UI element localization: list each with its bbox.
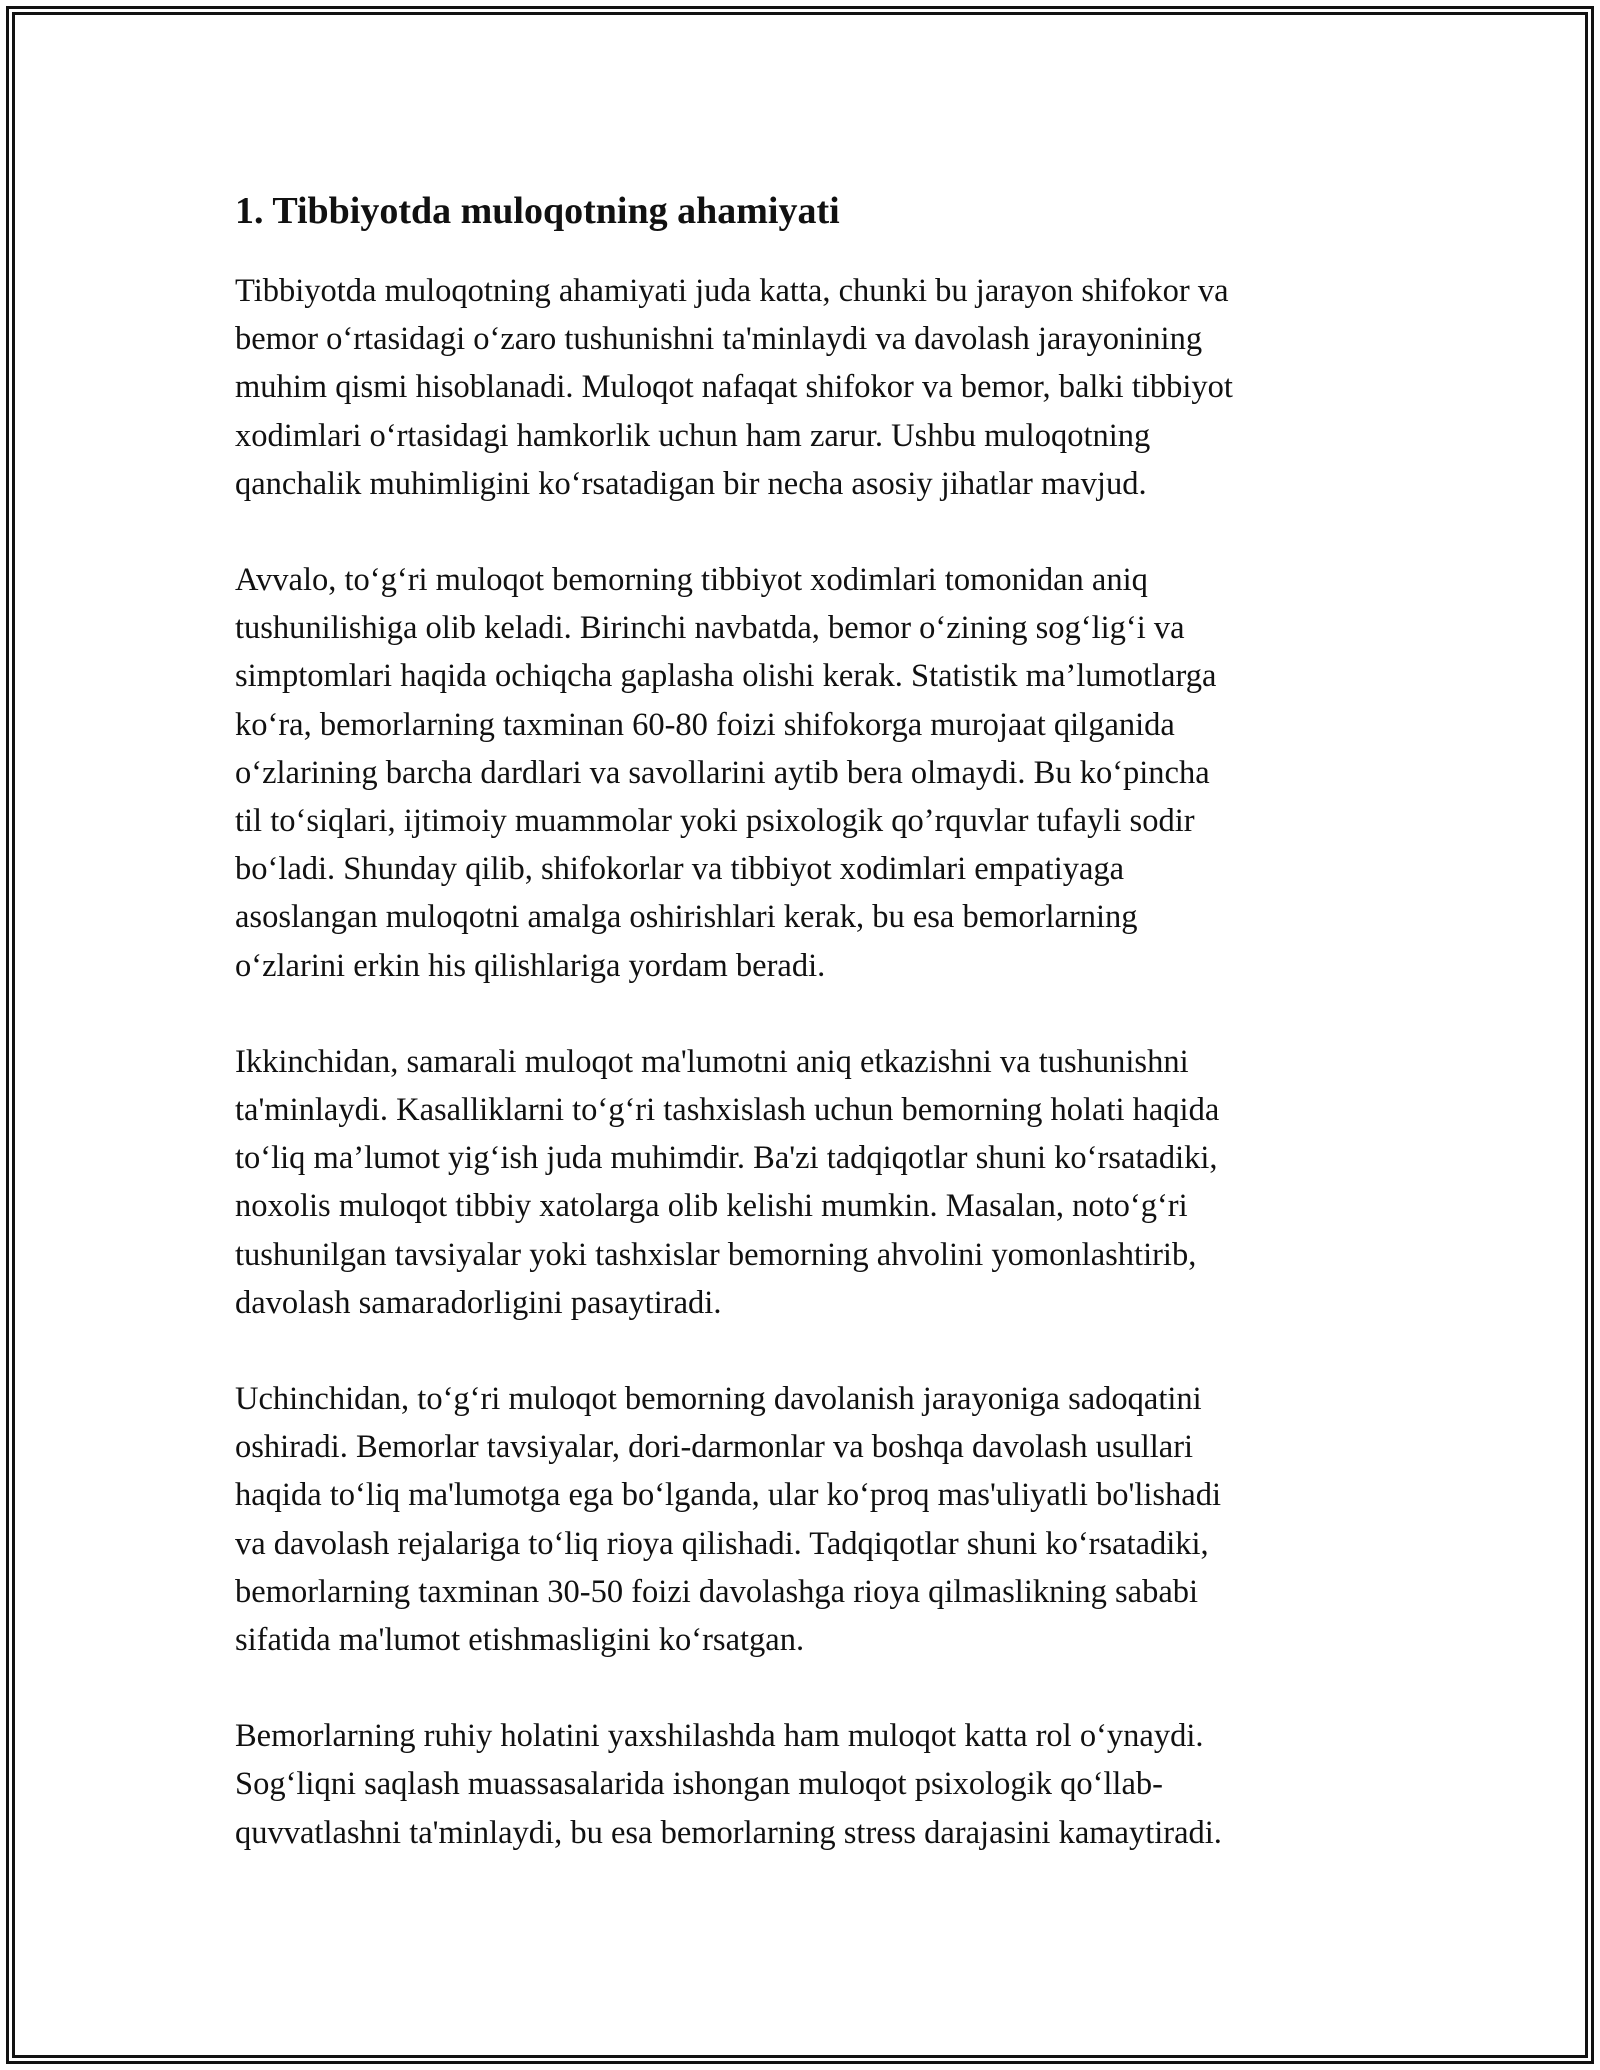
text-line: tushunilgan tavsiyalar yoki tashxislar bemorning ahvolini yomonlashtirib, — [235, 1236, 1197, 1273]
text-line: Ikkinchidan, samarali muloqot ma'lumotni aniq etkazishni va tushunishni — [235, 1043, 1189, 1080]
text-line: ta'minlaydi. Kasalliklarni to‘g‘ri tashxislash uchun bemorning holati haqida — [235, 1092, 1220, 1129]
text-line: til to‘siqlari, ijtimoiy muammolar yoki psixologik qo’rquvlar tufayli sodir — [235, 803, 1195, 840]
paragraph-5 — [235, 1712, 1385, 1857]
text-line: quvvatlashni ta'minlaydi, bu esa bemorlarning stress darajasini kamaytiradi. — [235, 1814, 1222, 1851]
paragraph-4 — [235, 1375, 1385, 1664]
text-line: asoslangan muloqotni amalga oshirishlari kerak, bu esa bemorlarning — [235, 899, 1138, 936]
text-line: davolash samaradorligini pasaytiradi. — [235, 1284, 722, 1321]
text-line: o‘zlarining barcha dardlari va savollarini aytib bera olmaydi. Bu ko‘pincha — [235, 754, 1210, 791]
document-body — [235, 185, 1385, 1905]
text-line: haqida to‘liq ma'lumotga ega bo‘lganda, ular ko‘proq mas'uliyatli bo'lishadi — [235, 1477, 1222, 1514]
text-line: bemorlarning taxminan 30-50 foizi davolashga rioya qilmaslikning sababi — [235, 1573, 1199, 1610]
text-line: sifatida ma'lumot etishmasligini ko‘rsatgan. — [235, 1622, 805, 1659]
text-line: qanchalik muhimligini ko‘rsatadigan bir necha asosiy jihatlar mavjud. — [235, 465, 1147, 502]
text-line: Tibbiyotda muloqotning ahamiyati juda katta, chunki bu jarayon shifokor va — [235, 273, 1229, 309]
paragraph-2 — [235, 556, 1385, 990]
text-line: o‘zlarini erkin his qilishlariga yordam beradi. — [235, 947, 826, 984]
text-line: Uchinchidan, to‘g‘ri muloqot bemorning davolanish jarayoniga sadoqatini — [235, 1381, 1202, 1418]
text-line: noxolis muloqot tibbiy xatolarga olib kelishi mumkin. Masalan, noto‘g‘ri — [235, 1188, 1188, 1225]
text-line: va davolash rejalariga to‘liq rioya qilishadi. Tadqiqotlar shuni ko‘rsatadiki, — [235, 1525, 1209, 1562]
text-line: Bemorlarning ruhiy holatini yaxshilashda ham muloqot katta rol o‘ynaydi. — [235, 1718, 1204, 1755]
text-line: muhim qismi hisoblanadi. Muloqot nafaqat shifokor va bemor, balki tibbiyot — [235, 369, 1233, 406]
text-line: Sog‘liqni saqlash muassasalarida ishongan muloqot psixologik qo‘llab- — [235, 1766, 1163, 1803]
paragraph-3 — [235, 1038, 1385, 1327]
text-line: to‘liq ma’lumot yig‘ish juda muhimdir. Ba'zi tadqiqotlar shuni ko‘rsatadiki, — [235, 1140, 1218, 1177]
text-line: xodimlari o‘rtasidagi hamkorlik uchun ham zarur. Ushbu muloqotning — [235, 417, 1151, 454]
text-line: ko‘ra, bemorlarning taxminan 60-80 foizi shifokorga murojaat qilganida — [235, 706, 1175, 743]
text-line: Avvalo, to‘g‘ri muloqot bemorning tibbiyot xodimlari tomonidan aniq — [235, 562, 1148, 599]
paragraph-1 — [235, 267, 1385, 508]
text-line: oshiradi. Bemorlar tavsiyalar, dori-darmonlar va boshqa davolash usullari — [235, 1429, 1194, 1466]
text-line: bemor o‘rtasidagi o‘zaro tushunishni ta'minlaydi va davolash jarayonining — [235, 321, 1203, 358]
text-line: tushunilishiga olib keladi. Birinchi navbatda, bemor o‘zining sog‘lig‘i va — [235, 610, 1185, 647]
text-line: simptomlari haqida ochiqcha gaplasha olishi kerak. Statistik ma’lumotlarga — [235, 658, 1217, 695]
section-heading: 1. Tibbiyotda muloqotning ahamiyati — [235, 190, 840, 232]
text-line: bo‘ladi. Shunday qilib, shifokorlar va tibbiyot xodimlari empatiyaga — [235, 851, 1125, 888]
